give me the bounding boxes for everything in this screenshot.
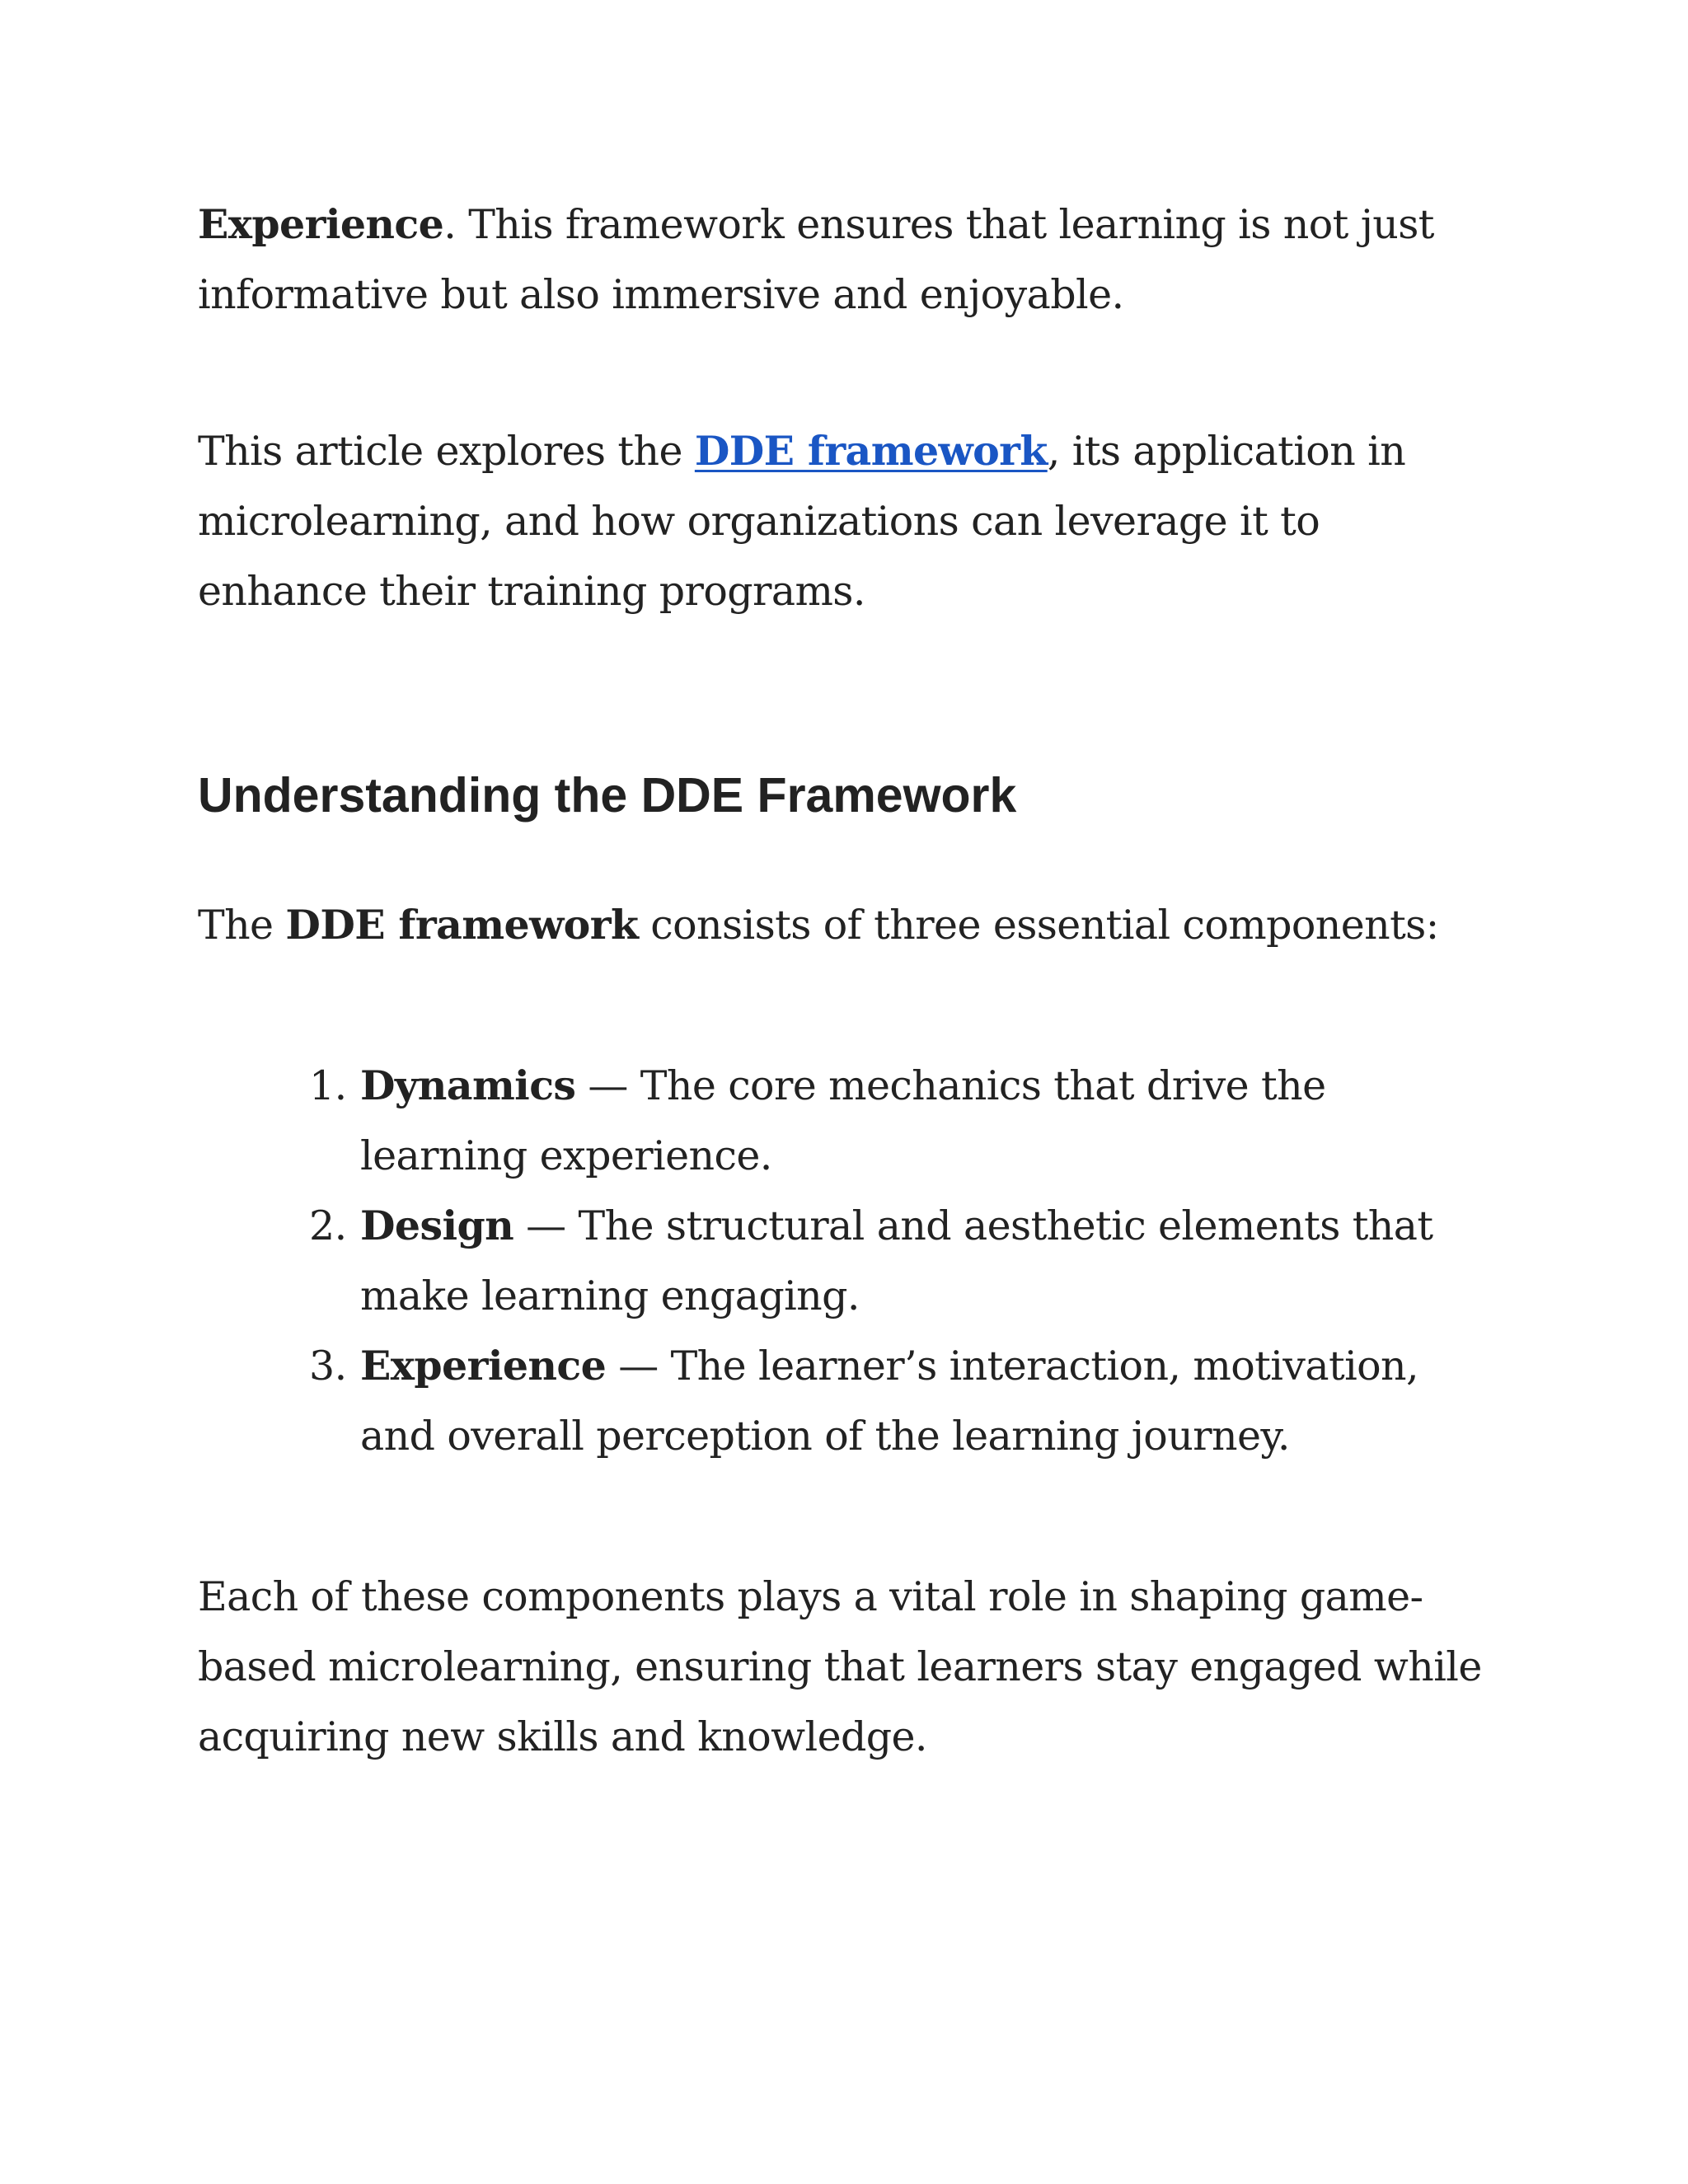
list-item-description: — The core mechanics that drive the learning experience. [360,1062,1326,1179]
article-intro-rest: , its application in microlearning, and how organizations can leverage it to enhance their training programs. [198,428,1406,615]
intro-paragraph-experience [198,190,1484,330]
section-heading: Understanding the DDE Framework [198,768,1017,823]
intro-paragraph-article [198,416,1484,626]
list-item-term: Experience [360,1342,607,1390]
dde-framework-link[interactable]: DDE framework [694,427,1048,475]
lead-text: The [198,902,286,949]
intro-paragraph-text: . This framework ensures that learning is not just informative but also immersive and enjoyable. [198,201,1434,318]
closing-paragraph: Each of these components plays a vital role in shaping game-based microlearning, ensuring that learners stay engaged while acquiring new skills and knowledge. [198,1573,1482,1760]
components-list [198,1051,1484,1471]
list-item-description: — The learner’s interaction, motivation, and overall perception of the learning journey. [360,1343,1418,1460]
list-item-experience [309,1331,1484,1471]
lead-bold-term: DDE framework [285,901,639,949]
list-item-dynamics [309,1051,1484,1191]
list-item-number: 3. [309,1343,347,1390]
list-item-design [309,1191,1484,1331]
list-item-number: 1. [309,1062,347,1109]
article-body [198,190,1484,1772]
experience-term: Experience [198,200,444,248]
list-item-term: Dynamics [360,1062,576,1109]
list-item-term: Design [360,1202,514,1249]
section-lead-paragraph [198,890,1484,960]
list-item-number: 2. [309,1202,347,1249]
lead-text-rest: consists of three essential components: [638,902,1439,949]
list-item-description: — The structural and aesthetic elements that make learning engaging. [360,1202,1433,1319]
article-intro-text: This article explores the [198,428,695,475]
